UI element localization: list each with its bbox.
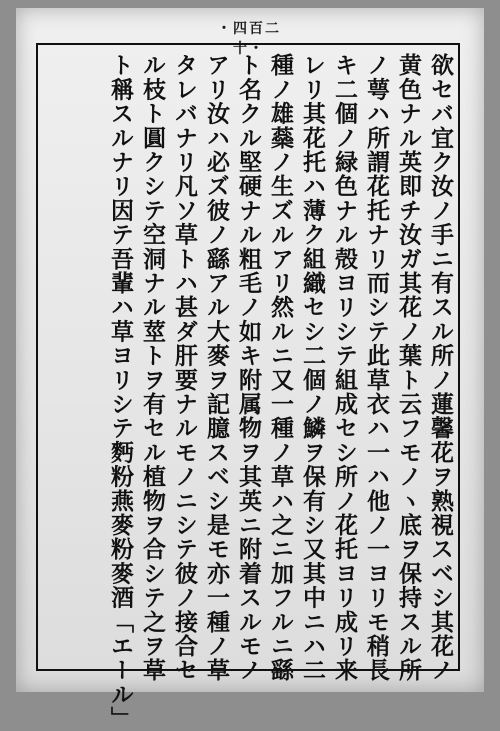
text-line: ト名クル堅硬ナル粗毛ノ如キ附属物ヲ其英ニ附着スルモノ xyxy=(235,53,262,683)
text-line: ル枝ト圓クシテ空洞ナル莖トヲ有セル植物ヲ合シテ之ヲ草 xyxy=(139,53,166,683)
text-line: タレバナリ凡ソ草トハ甚ダ肝要ナルモノニシテ彼ノ接合セ xyxy=(171,53,198,683)
body-text xyxy=(40,53,456,731)
text-frame xyxy=(36,43,460,731)
text-line: 種ノ雄蘂ノ生ズルアリ然ルニ又一種ノ草ハ之ニ加フルニ繇 xyxy=(267,53,294,683)
text-line: ノ萼ハ所謂花托ナリ而シテ此草衣ハ一ハ他ノ一ヨリモ稍長 xyxy=(363,53,390,683)
text-line: 欲セバ宜ク汝ノ手ニ有スル所ノ蓮馨花ヲ熟視スベシ其花ノ xyxy=(427,53,454,683)
text-line: 黄色ナル英即チ汝ガ其花ノ葉ト云フモノヽ底ヲ保持スル所 xyxy=(395,53,422,683)
text-line: キ二個ノ緑色ナル殻ヨリシテ組成セシ所ノ花托ヨリ成リ来 xyxy=(331,53,358,683)
page-number: ・四百二十・ xyxy=(217,21,281,57)
text-line: アリ汝ハ必ズ彼ノ繇アル大麥ヲ記臆スベシ是モ亦一種ノ草 xyxy=(203,53,230,683)
text-line: レリ其花托ハ薄ク組織セシ二個ノ鱗ヲ保有シ又其中ニハ二 xyxy=(299,53,326,683)
text-line: ト稱スルナリ因テ吾輩ハ草ヨリシテ麪粉燕麥粉麥酒「エール」 xyxy=(107,53,134,731)
book-page xyxy=(16,8,484,731)
